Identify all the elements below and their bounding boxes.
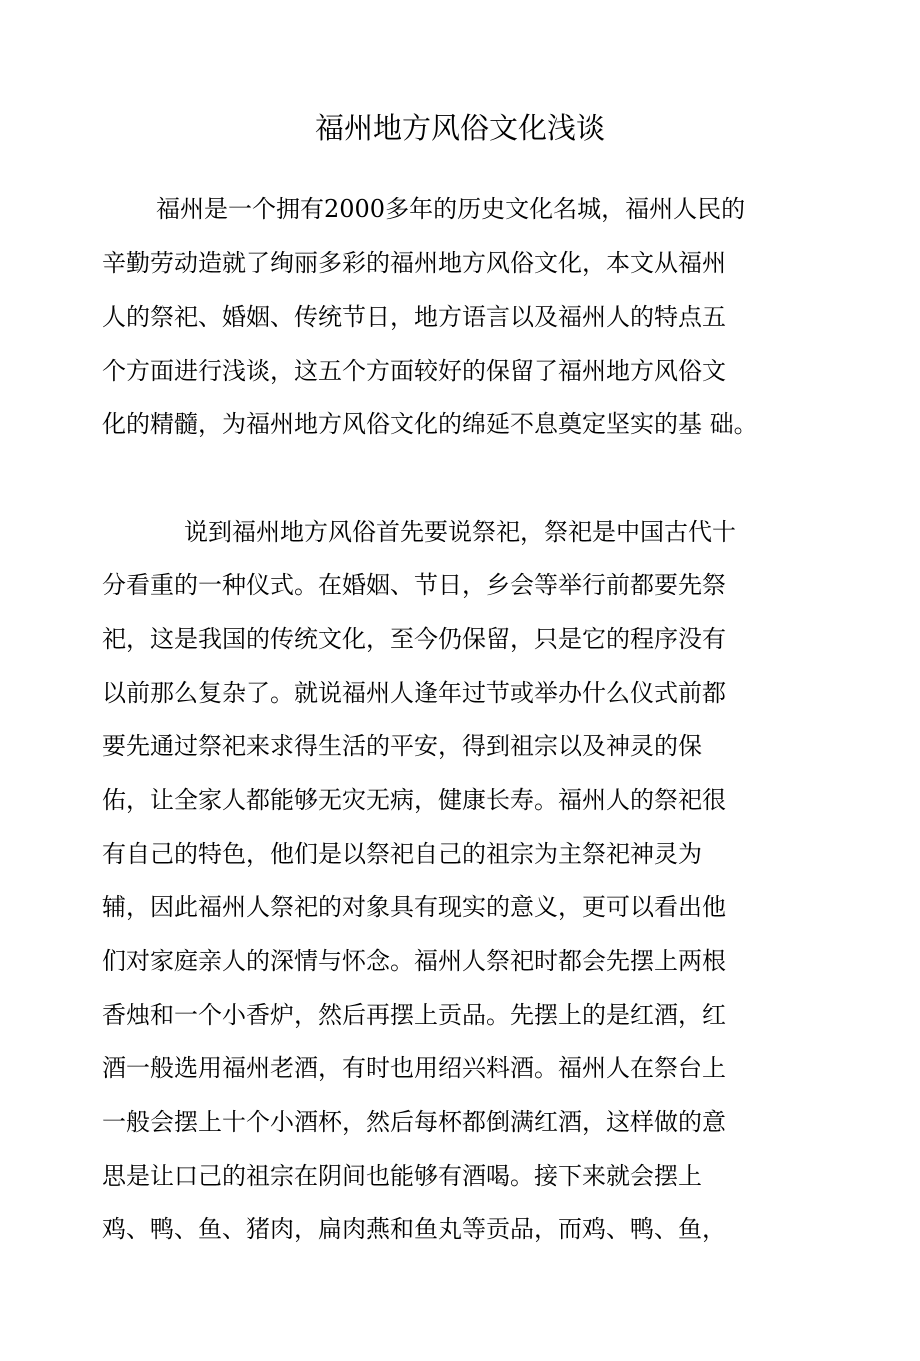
paragraph-line: 一般会摆上十个小酒杯，然后每杯都倒满红酒，这样做的意 [102, 1108, 726, 1136]
paragraph-line: 福州是一个拥有2000多年的历史文化名城，福州人民的 [156, 195, 746, 223]
paragraph-line: 香烛和一个小香炉，然后再摆上贡品。先摆上的是红酒，红 [102, 1001, 726, 1029]
paragraph-line: 人的祭祀、婚姻、传统节日，地方语言以及福州人的特点五 [102, 303, 726, 331]
paragraph-line: 思是让口己的祖宗在阴间也能够有酒喝。接下来就会摆上 [102, 1162, 702, 1190]
paragraph-line: 个方面进行浅谈，这五个方面较好的保留了福州地方风俗文 [102, 357, 726, 385]
paragraph-line: 祀，这是我国的传统文化，至今仍保留，只是它的程序没有 [102, 625, 726, 653]
paragraph-line: 说到福州地方风俗首先要说祭祀，祭祀是中国古代十 [184, 518, 736, 546]
paragraph-line: 们对家庭亲人的深情与怀念。福州人祭祀时都会先摆上两根 [102, 947, 726, 975]
paragraph-line: 以前那么复杂了。就说福州人逢年过节或举办什么仪式前都 [102, 679, 726, 707]
paragraph-line: 佑，让全家人都能够无灾无病，健康长寿。福州人的祭祀很 [102, 786, 726, 814]
paragraph-line: 辅，因此福州人祭祀的对象具有现实的意义，更可以看出他 [102, 893, 726, 921]
paragraph-line: 化的精髓，为福州地方风俗文化的绵延不息奠定坚实的基 础。 [102, 410, 758, 438]
paragraph-line: 有自己的特色，他们是以祭祀自己的祖宗为主祭祀神灵为 [102, 840, 702, 868]
paragraph-line: 鸡、鸭、鱼、猪肉，扁肉燕和鱼丸等贡品，而鸡、鸭、鱼， [102, 1215, 726, 1243]
document-title: 福州地方风俗文化浅谈 [314, 111, 605, 145]
paragraph-line: 辛勤劳动造就了绚丽多彩的福州地方风俗文化，本文从福州 [102, 249, 726, 277]
paragraph-line: 酒一般选用福州老酒，有时也用绍兴料酒。福州人在祭台上 [102, 1054, 726, 1082]
paragraph-line: 要先通过祭祀来求得生活的平安，得到祖宗以及神灵的保 [102, 732, 702, 760]
paragraph-line: 分看重的一种仪式。在婚姻、节日，乡会等举行前都要先祭 [102, 571, 726, 599]
